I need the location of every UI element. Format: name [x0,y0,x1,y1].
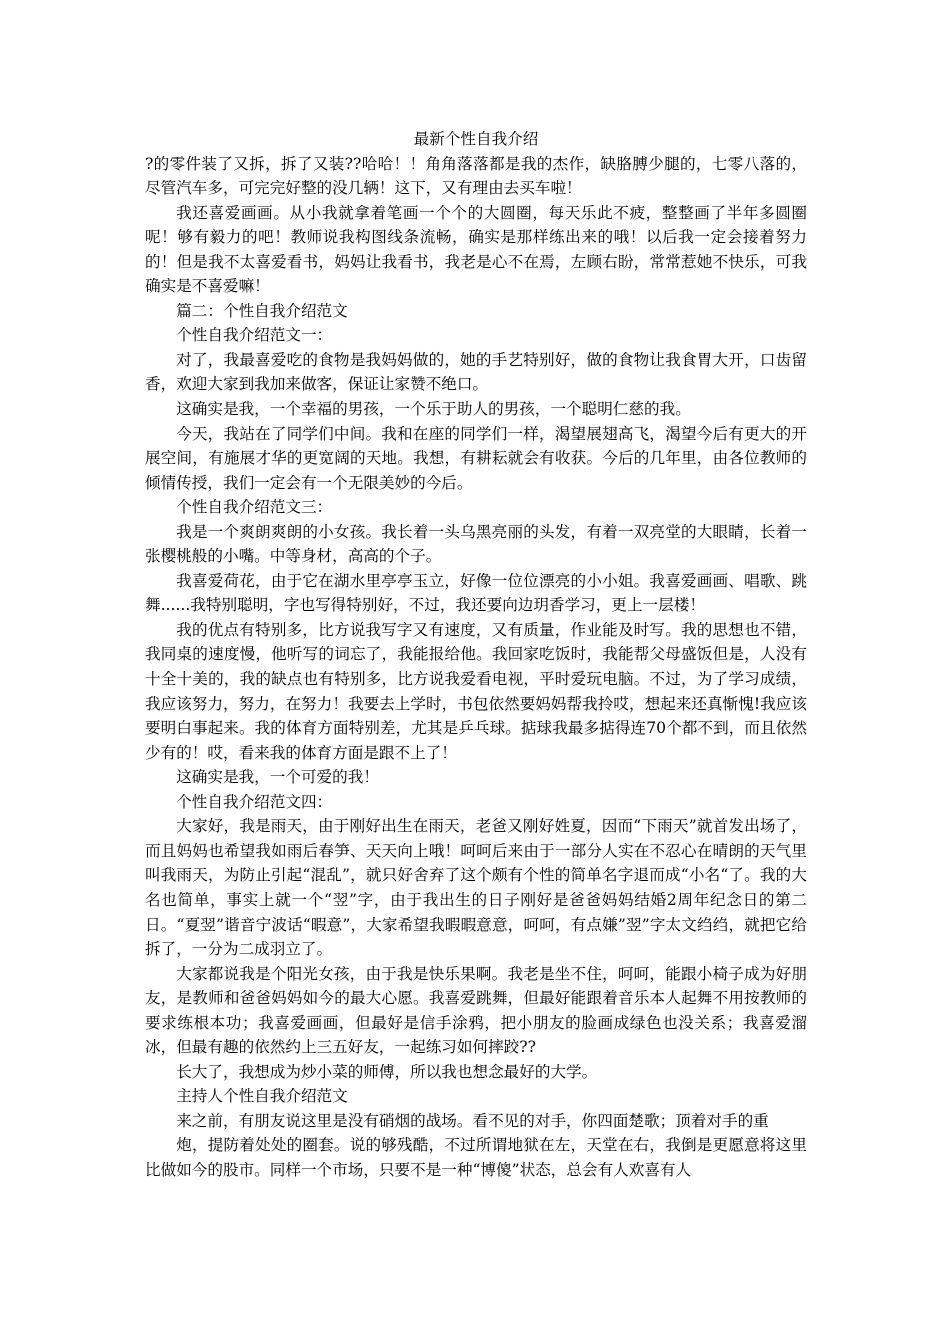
paragraph: 炮，提防着处处的圈套。说的够残酷，不过所谓地狱在左，天堂在右，我倒是更愿意将这里比做如今的股市。同样一个市场，只要不是一种“博傻”状态，总会有人欢喜有人 [145,1136,807,1179]
section-heading: 篇二：个性自我介绍范文 [176,301,348,320]
paragraph: 我还喜爱画画。从小我就拿着笔画一个个的大圆圈，每天乐此不疲，整整画了半年多圆圈呢！够有毅力的吧！教师说我构图线条流畅，确实是那样练出来的哦！以后我一定会接着努力的！但是我不太喜爱看书，妈妈让我看书，我老是心不在焉，左顾右盼，常常惹她不快乐，可我确实是不喜爱嘛！ [145,203,807,296]
document-page [145,127,807,1183]
paragraph: 今天，我站在了同学们中间。我和在座的同学们一样，渴望展翅高飞，渴望今后有更大的开展空间，有施展才华的更宽阔的天地。我想，有耕耘就会有收获。今后的几年里，由各位教师的倾情传授，我们一定会有一个无限美妙的今后。 [145,424,807,492]
paragraph: 我的优点有特别多，比方说我写字又有速度，又有质量，作业能及时写。我的思想也不错，我同桌的速度慢，他听写的词忘了，我能报给他。我回家吃饭时，我能帮父母盛饭但是，人没有十全十美的，我的缺点也有特别多，比方说我爱看电视，平时爱玩电脑。不过，为了学习成绩，我应该努力，努力，在努力！我要去上学时，书包依然要妈妈帮我拎哎，想起来还真惭愧!我应该要明白事起来。我的体育方面特别差，尤其是乒乓球。掂球我最多掂得连70个都不到，而且依然少有的！哎，看来我的体育方面是跟不上了！ [145,620,807,762]
subsection-heading: 个性自我介绍范文三： [176,498,333,517]
subsection-heading: 个性自我介绍范文四： [176,792,333,811]
subsection-heading: 个性自我介绍范文一： [176,326,333,345]
paragraph: 这确实是我，一个可爱的我！ [176,768,379,787]
paragraph: 对了，我最喜爱吃的食物是我妈妈做的，她的手艺特别好，做的食物让我食胃大开，口齿留香，欢迎大家到我加来做客，保证让家赞不绝口。 [145,350,807,394]
paragraph: 这确实是我，一个幸福的男孩，一个乐于助人的男孩，一个聪明仁慈的我。 [176,400,691,419]
paragraph: ?的零件装了又拆，拆了又装??哈哈！！角角落落都是我的杰作，缺胳膊少腿的，七零八落的，尽管汽车多，可完完好整的没几辆！这下，又有理由去买车啦！ [145,154,807,198]
paragraph: 我喜爱荷花，由于它在湖水里亭亭玉立，好像一位位漂亮的小小姐。我喜爱画画、唱歌、跳舞......我特别聪明，字也写得特别好，不过，我还要向边玥香学习，更上一层楼！ [145,571,807,615]
paragraph: 大家好，我是雨天，由于刚好出生在雨天，老爸又刚好姓夏，因而“下雨天”就首发出场了，而且妈妈也希望我如雨后春笋、天天向上哦！呵呵后来由于一部分人实在不忍心在晴朗的天气里叫我雨天，为防止引起“混乱”，就只好舍弃了这个颇有个性的简单名字退而成“小名“了。我的大名也简单，事实上就一个“翌”字，由于我出生的日子刚好是爸爸妈妈结婚2周年纪念日的第二日。“夏翌”谐音宁波话“暇意”，大家希望我暇暇意意，呵呵，有点嫌”翌”字太文绉绉，就把它给拆了，一分为二成羽立了。 [145,817,807,959]
document-title: 最新个性自我介绍 [413,130,539,148]
paragraph: 我是一个爽朗爽朗的小女孩。我长着一头乌黑亮丽的头发，有着一双亮堂的大眼睛，长着一张樱桃般的小嘴。中等身材，高高的个子。 [145,522,807,566]
paragraph: 大家都说我是个阳光女孩，由于我是快乐果啊。我老是坐不住，呵呵，能跟小椅子成为好朋友，是教师和爸爸妈妈如今的最大心愿。我喜爱跳舞，但最好能跟着音乐本人起舞不用按教师的要求练根本功；我喜爱画画，但最好是信手涂鸦，把小朋友的脸画成绿色也没关系；我喜爱溜冰，但最有趣的依然约上三五好友，一起练习如何摔跤?? [145,964,807,1057]
subsection-heading: 主持人个性自我介绍范文 [176,1087,348,1106]
paragraph: 长大了，我想成为炒小菜的师傅，所以我也想念最好的大学。 [176,1062,598,1081]
paragraph: 来之前，有朋友说这里是没有硝烟的战场。看不见的对手，你四面楚歌；顶着对手的重 [176,1111,769,1130]
